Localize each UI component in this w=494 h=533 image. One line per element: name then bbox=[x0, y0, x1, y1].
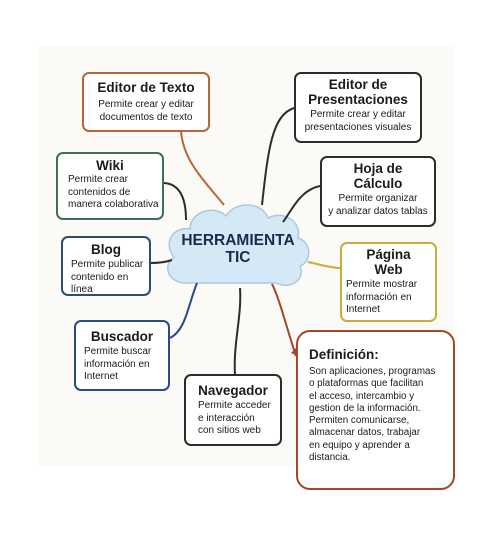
node-description: Permite buscar información en Internet bbox=[84, 346, 152, 382]
node-title: Editor de Presentaciones bbox=[308, 77, 408, 107]
node-title: Blog bbox=[91, 242, 121, 257]
node-buscador bbox=[74, 320, 170, 391]
node-description: Permite mostrar información en Internet bbox=[346, 279, 418, 315]
node-navegador bbox=[184, 374, 282, 446]
connector-wiki bbox=[164, 183, 186, 220]
node-hoja-calculo bbox=[320, 156, 436, 227]
node-description: Permite crear contenidos de manera colaborativa bbox=[68, 174, 159, 210]
connector-editor-presentaciones bbox=[262, 108, 294, 205]
node-description: Permite crear y editar presentaciones visuales bbox=[304, 109, 412, 133]
node-description: Permite publicar contenido en línea bbox=[71, 259, 144, 295]
connector-hoja-calculo bbox=[283, 186, 320, 222]
node-blog bbox=[61, 236, 151, 296]
node-pagina-web bbox=[340, 242, 437, 322]
node-title: Navegador bbox=[198, 383, 268, 398]
node-title: Hoja de Cálculo bbox=[353, 161, 403, 191]
connector-buscador bbox=[170, 283, 197, 338]
node-title: Definición: bbox=[309, 347, 379, 362]
node-description: Permite organizar y analizar datos tablas bbox=[328, 193, 428, 217]
node-title: Wiki bbox=[96, 158, 124, 173]
node-description: Permite crear y editar documentos de texto bbox=[98, 99, 194, 123]
central-topic-label: HERRAMIENTA TIC bbox=[181, 232, 295, 266]
node-wiki bbox=[56, 152, 164, 220]
connector-definicion bbox=[272, 284, 296, 356]
node-title: Página Web bbox=[366, 247, 411, 277]
node-definicion bbox=[296, 330, 455, 490]
node-title: Buscador bbox=[90, 329, 154, 344]
connector-editor-texto bbox=[181, 132, 224, 205]
connector-pagina-web bbox=[308, 262, 340, 268]
node-editor-presentaciones bbox=[294, 72, 422, 143]
node-description: Son aplicaciones, programas o plataformas que facilitan el acceso, intercambio y gestion de la información. Permiten comunicarse, almacenar datos, trabajar en equipo y aprender a distancia. bbox=[309, 366, 436, 464]
node-title: Editor de Texto bbox=[97, 80, 195, 95]
node-editor-texto bbox=[82, 72, 210, 132]
node-description: Permite acceder e interacción con sitios web bbox=[198, 400, 271, 436]
connector-navegador bbox=[235, 288, 241, 374]
